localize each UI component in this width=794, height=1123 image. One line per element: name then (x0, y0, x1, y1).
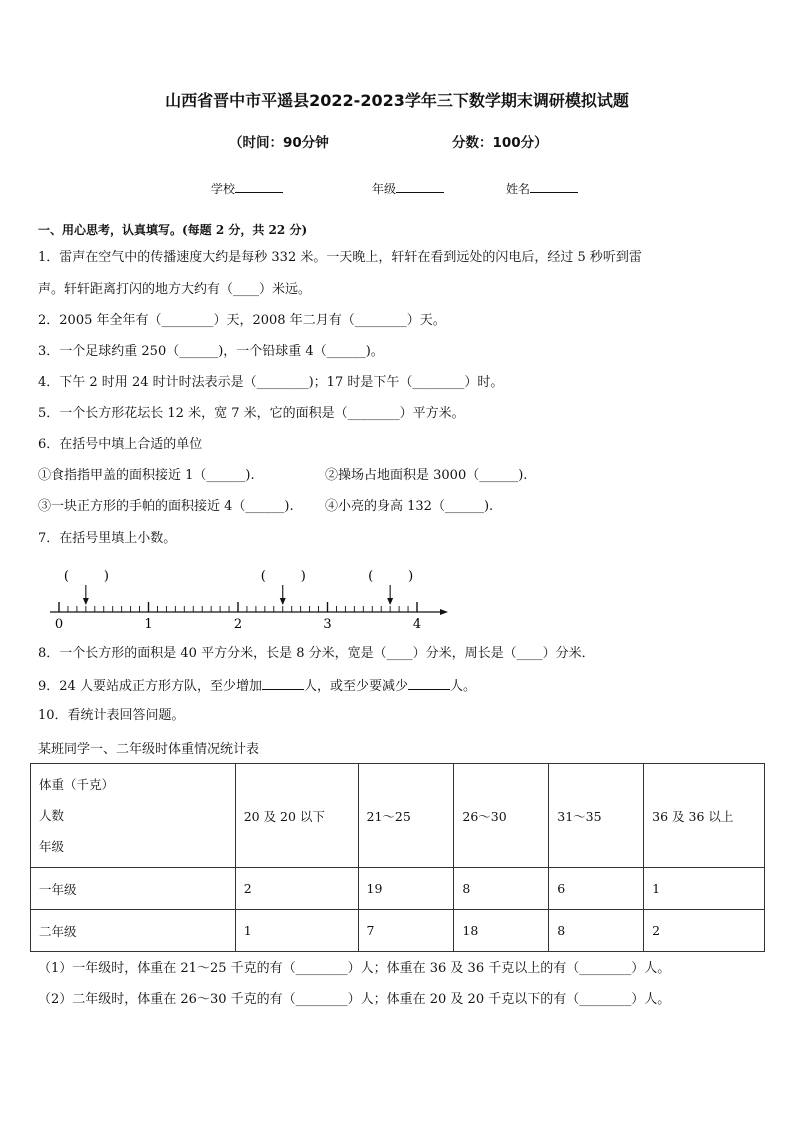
decimal-marker (64, 569, 109, 605)
number-line-arrowhead (440, 609, 448, 615)
question-10-sub-2: （2）二年级时，体重在 26～30 千克的有（________）人；体重在 20 及 20 千克以下的有（________）人。 (38, 992, 671, 1007)
question-9-part-c: 人。 (449, 679, 476, 694)
question-9-blank-1[interactable] (262, 677, 304, 690)
table-cell: 6 (549, 868, 644, 910)
row-grade-label: 一年级 (31, 868, 236, 910)
school-label: 学校 (211, 182, 236, 196)
question-6-item-2: ②操场占地面积是 3000（______). (325, 468, 528, 483)
tick-label: 1 (144, 617, 153, 632)
corner-count-label: 人数 (39, 808, 65, 823)
answer-paren-open[interactable]: ( (260, 569, 266, 584)
name-label: 姓名 (506, 182, 531, 196)
question-6-item-3: ③一块正方形的手帕的面积接近 4（______). (38, 499, 294, 514)
number-line-ticks (59, 602, 417, 612)
column-header: 26～30 (454, 764, 549, 868)
table-cell: 7 (358, 910, 454, 952)
weight-stats-table (30, 763, 765, 952)
name-field (506, 180, 578, 197)
decimal-marker (368, 569, 413, 605)
question-9 (38, 677, 476, 695)
table-cell: 8 (549, 910, 644, 952)
question-6-item-1: ①食指指甲盖的面积接近 1（______). (38, 468, 255, 483)
tick-label: 3 (323, 617, 332, 632)
question-2: 2．2005 年全年有（________）天，2008 年二月有（________）天。 (38, 313, 446, 328)
marker-arrow-head (387, 598, 393, 605)
school-field (211, 180, 283, 197)
table-cell: 2 (235, 868, 358, 910)
table-row (31, 868, 765, 910)
grade-field (372, 180, 444, 197)
question-4: 4．下午 2 时用 24 时计时法表示是（________)；17 时是下午（________）时。 (38, 375, 504, 390)
table-cell: 18 (454, 910, 549, 952)
school-blank[interactable] (235, 180, 283, 193)
tick-label: 0 (54, 617, 64, 632)
table-row (31, 910, 765, 952)
question-9-part-b: 人，或至少要减少 (303, 679, 408, 694)
table-cell: 2 (644, 910, 765, 952)
question-5: 5．一个长方形花坛长 12 米，宽 7 米，它的面积是（________）平方米。 (38, 406, 465, 421)
question-1-line-2: 声。轩轩距离打闪的地方大约有（____）米远。 (38, 282, 312, 297)
score-label: 分数：100分） (452, 135, 548, 151)
question-6: 6．在括号中填上合适的单位 (38, 437, 203, 452)
tick-label: 4 (412, 617, 422, 632)
column-header: 36 及 36 以上 (644, 764, 765, 868)
decimal-marker (261, 569, 306, 605)
table-corner-cell (31, 764, 236, 868)
question-6-item-4: ④小亮的身高 132（______). (325, 499, 494, 514)
question-10: 10．看统计表回答问题。 (38, 708, 185, 723)
number-line (40, 565, 460, 635)
table-cell: 8 (454, 868, 549, 910)
answer-paren-open[interactable]: ( (63, 569, 69, 584)
section-heading: 一、用心思考，认真填写。(每题 2 分，共 22 分) (38, 223, 308, 237)
table-caption: 某班同学一、二年级时体重情况统计表 (38, 742, 260, 757)
question-8: 8．一个长方形的面积是 40 平方分米，长是 8 分米，宽是（____）分米，周长是（____）分米． (38, 646, 595, 661)
table-header-row (31, 764, 765, 868)
question-10-sub-1: （1）一年级时，体重在 21～25 千克的有（________）人；体重在 36 及 36 千克以上的有（________）人。 (38, 961, 671, 976)
tick-label: 2 (233, 617, 243, 632)
corner-weight-label: 体重（千克） (39, 777, 115, 792)
question-3: 3．一个足球约重 250（______)，一个铅球重 4（______)。 (38, 344, 384, 359)
time-label: （时间：90分钟 (229, 135, 329, 151)
table-cell: 19 (358, 868, 454, 910)
table-cell: 1 (644, 868, 765, 910)
column-header: 20 及 20 以下 (235, 764, 358, 868)
column-header: 21～25 (358, 764, 454, 868)
table-cell: 1 (235, 910, 358, 952)
answer-paren-open[interactable]: ( (368, 569, 374, 584)
page-title: 山西省晋中市平遥县2022-2023学年三下数学期末调研模拟试题 (165, 91, 629, 110)
answer-paren-close[interactable]: ) (300, 569, 306, 584)
row-grade-label: 二年级 (31, 910, 236, 952)
number-line-markers (64, 569, 413, 605)
question-7: 7．在括号里填上小数。 (38, 531, 177, 546)
question-1-line-1: 1．雷声在空气中的传播速度大约是每秒 332 米。一天晚上，轩轩在看到远处的闪电后，经过 5 秒听到雷 (38, 250, 642, 265)
grade-label: 年级 (372, 182, 397, 196)
grade-blank[interactable] (396, 180, 444, 193)
marker-arrow-head (280, 598, 286, 605)
answer-paren-close[interactable]: ) (408, 569, 414, 584)
number-line-labels (55, 617, 421, 632)
question-9-part-a: 9．24 人要站成正方形方队，至少增加 (38, 679, 262, 694)
column-header: 31～35 (549, 764, 644, 868)
answer-paren-close[interactable]: ) (103, 569, 109, 584)
name-blank[interactable] (530, 180, 578, 193)
marker-arrow-head (83, 598, 89, 605)
question-9-blank-2[interactable] (408, 677, 450, 690)
corner-grade-label: 年级 (39, 839, 65, 854)
